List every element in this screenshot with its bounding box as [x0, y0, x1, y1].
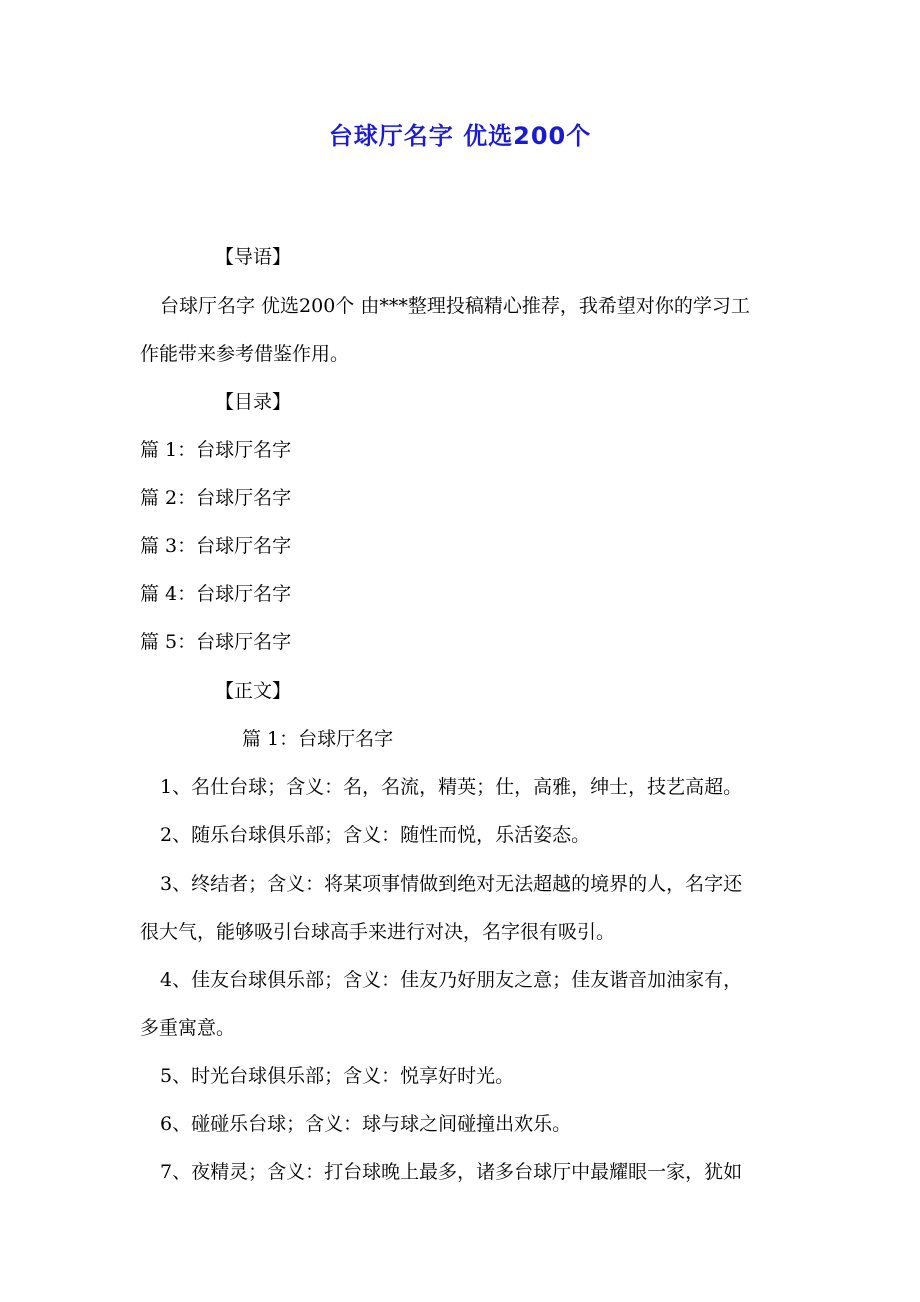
- toc-item: 篇 3：台球厅名字: [140, 535, 292, 557]
- toc-item: 篇 4：台球厅名字: [140, 583, 292, 605]
- name-item: 5、时光台球俱乐部；含义：悦享好时光。: [160, 1065, 515, 1087]
- body-heading: 【正文】: [215, 680, 292, 702]
- lead-paragraph-line-1: 台球厅名字 优选200个 由***整理投稿精心推荐，我希望对你的学习工: [160, 295, 750, 317]
- name-item: 2、随乐台球俱乐部；含义：随性而悦，乐活姿态。: [160, 824, 591, 846]
- name-item: 3、终结者；含义：将某项事情做到绝对无法超越的境界的人，名字还: [160, 873, 743, 895]
- document-title: 台球厅名字 优选200个: [328, 122, 592, 150]
- name-item: 4、佳友台球俱乐部；含义：佳友乃好朋友之意；佳友谐音加油家有，: [160, 969, 743, 991]
- toc-item: 篇 2：台球厅名字: [140, 487, 292, 509]
- toc-item: 篇 5：台球厅名字: [140, 631, 292, 653]
- name-item: 6、碰碰乐台球；含义：球与球之间碰撞出欢乐。: [160, 1113, 572, 1135]
- section-title: 篇 1：台球厅名字: [242, 728, 394, 750]
- name-item-continuation: 多重寓意。: [140, 1017, 236, 1039]
- lead-paragraph-line-2: 作能带来参考借鉴作用。: [140, 343, 350, 365]
- toc-item: 篇 1：台球厅名字: [140, 439, 292, 461]
- lead-heading: 【导语】: [215, 246, 292, 268]
- name-item: 7、夜精灵；含义：打台球晚上最多，诸多台球厅中最耀眼一家，犹如: [160, 1161, 743, 1183]
- name-item: 1、名仕台球；含义：名，名流，精英；仕，高雅，绅士，技艺高超。: [160, 776, 743, 798]
- toc-heading: 【目录】: [215, 391, 292, 413]
- name-item-continuation: 很大气，能够吸引台球高手来进行对决，名字很有吸引。: [140, 921, 616, 943]
